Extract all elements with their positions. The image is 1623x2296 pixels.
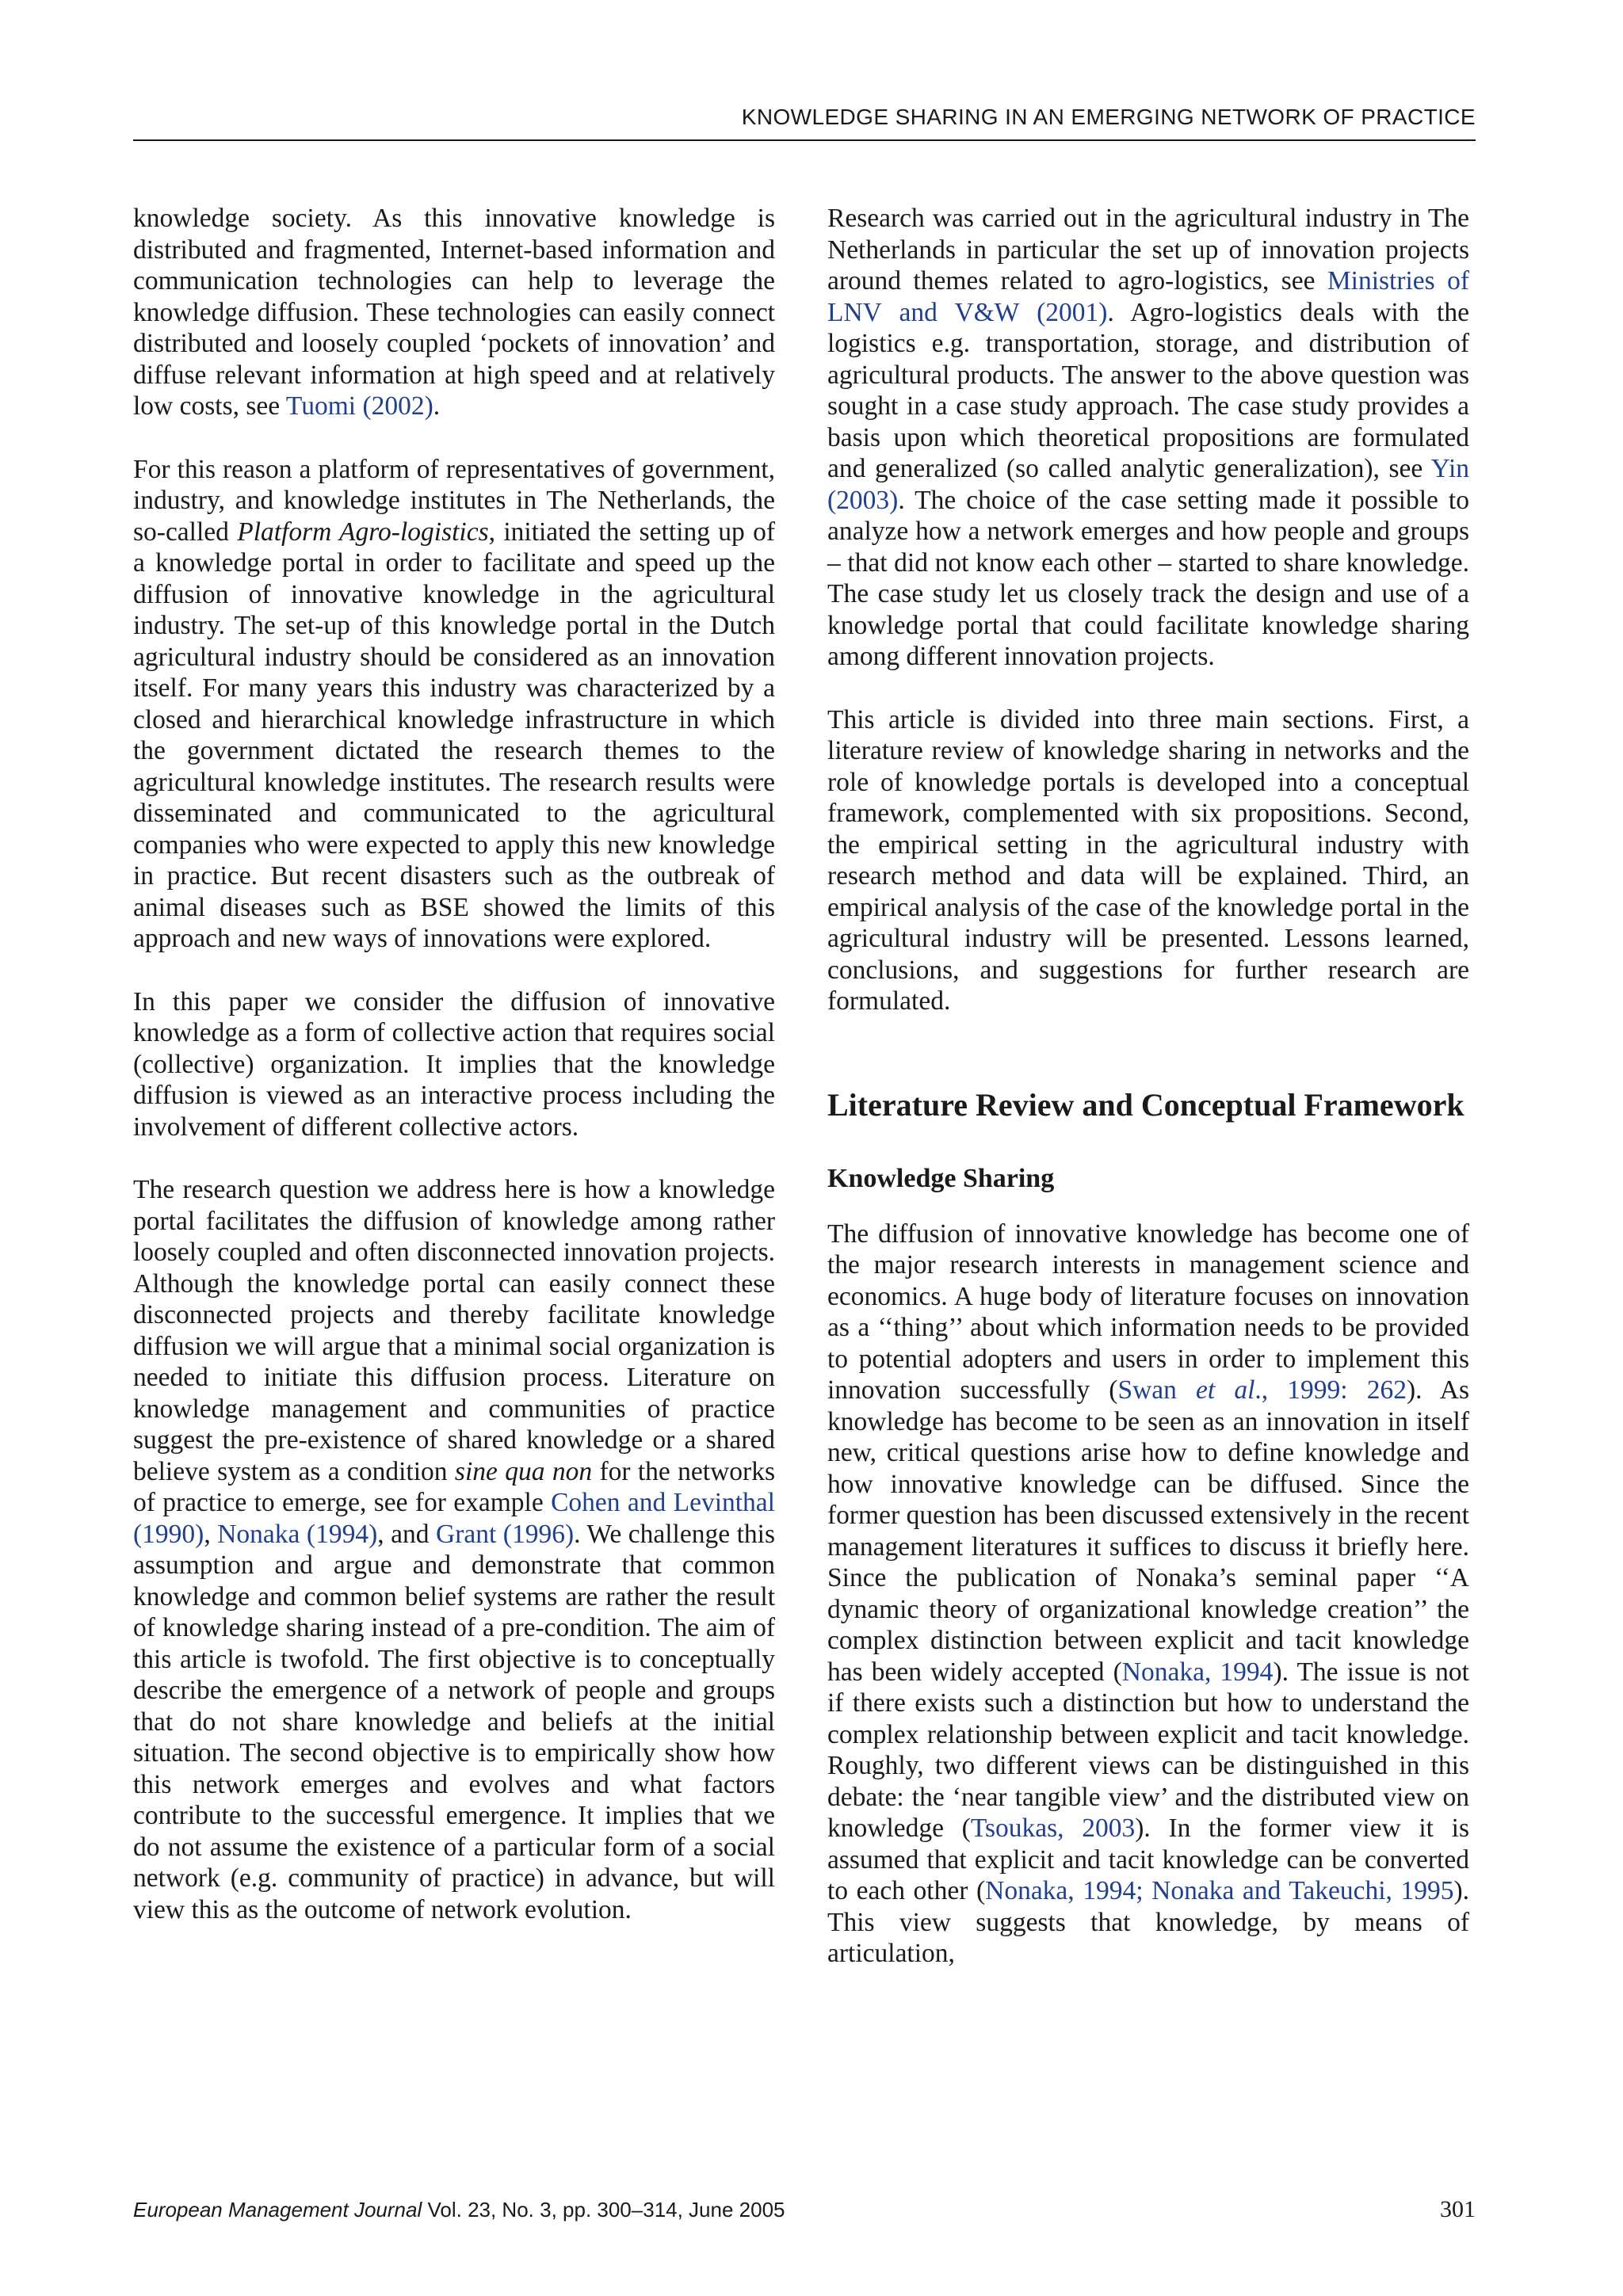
citation-emphasis: et al	[1196, 1375, 1255, 1405]
text: The research question we address here is how a knowledge portal facilitates the diffusion of knowledge among rather loosely coupled and often disconnected innovation projects. Although the knowledge portal can easily connect these disconnected projects and thereby facilitate knowledge diffusion we will argue that a minimal social organization is needed to initiate this diffusion process. Literature on knowledge management and communities of practice suggest the pre-existence of shared knowledge or a shared believe system as a condition	[133, 1175, 775, 1486]
text: ). In the former view it is assumed that explicit and tacit knowledge can be converted to each other (	[827, 1814, 1469, 1905]
journal-citation: Vol. 23, No. 3, pp. 300–314, June 2005	[422, 2198, 785, 2222]
citation-link[interactable]: Nonaka, 1994; Nonaka and Takeuchi, 1995	[985, 1876, 1454, 1905]
citation-link[interactable]: Tuomi (2002)	[285, 391, 433, 421]
text: knowledge society. As this innovative knowledge is distributed and fragmented, Internet-based information and communication technologies can help to leverage the knowledge diffusion. These technologies can easily connect distributed and loosely coupled ‘pockets of innovation’ and diffuse relevant information at high speed and at relatively low costs, see	[133, 204, 775, 421]
text: , initiated the setting up of a knowledge portal in order to facilitate and speed up the diffusion of innovative knowledge in the agricultural industry. The set-up of this knowledge portal in the Dutch agricultural industry should be considered as an innovation itself. For many years this industry was characterized by a closed and hierarchical knowledge infrastructure in which the government dictated the research themes to the agricultural knowledge institutes. The research results were disseminated and communicated to the agricultural companies who were expected to apply this new knowledge in practice. But recent disasters such as the outbreak of animal diseases such as BSE showed the limits of this approach and new ways of innovations were explored.	[133, 517, 775, 953]
running-head: KNOWLEDGE SHARING IN AN EMERGING NETWORK OF PRACTICE	[741, 105, 1476, 129]
citation-text: ., 1999: 262	[1254, 1375, 1407, 1405]
paragraph	[827, 704, 1469, 1017]
page-number: 301	[1440, 2196, 1476, 2222]
text: .	[433, 391, 441, 421]
header-rule	[133, 139, 1476, 141]
text: . The choice of the case setting made it possible to analyze how a network emerges and how people and groups – that did not know each other – started to share knowledge. The case study let us closely track the design and use of a knowledge portal that could facilitate knowledge sharing among different innovation projects.	[827, 485, 1469, 671]
paragraph	[827, 203, 1469, 673]
text: ). This view suggests that knowledge, by means of articulation,	[827, 1876, 1469, 1968]
emphasis: sine qua non	[454, 1456, 593, 1486]
text: The diffusion of innovative knowledge has become one of the major research interests in management science and economics. A huge body of literature focuses on innovation as a ‘‘thing’’ about which information needs to be provided to potential adopters and users in order to implement this innovation successfully (	[827, 1219, 1469, 1405]
text: In this paper we consider the diffusion of innovative knowledge as a form of collective action that requires social (collective) organization. It implies that the knowledge diffusion is viewed as an interactive process including the involvement of different collective actors.	[133, 986, 775, 1142]
text: ). As knowledge has become to be seen as an innovation in itself new, critical questions arise how to define knowledge and how innovative knowledge can be diffused. Since the former question has been discussed extensively in the recent management literatures it suffices to discuss it briefly here. Since the publication of Nonaka’s seminal paper ‘‘A dynamic theory of organizational knowledge creation’’ the complex distinction between explicit and tacit knowledge has been widely accepted (	[827, 1375, 1470, 1687]
journal-name: European Management Journal	[133, 2198, 422, 2222]
citation-link[interactable]: Yin (2003)	[827, 454, 1469, 515]
paragraph	[133, 1174, 775, 1925]
right-column	[827, 203, 1469, 1970]
left-column	[133, 203, 775, 1925]
page-footer	[133, 2198, 1476, 2222]
paragraph	[133, 986, 775, 1143]
paragraph	[827, 1219, 1469, 1970]
citation-link[interactable]: Ministries of LNV and V&W (2001)	[827, 266, 1469, 327]
citation-link[interactable]: Grant (1996)	[436, 1519, 575, 1549]
text: Research was carried out in the agricultural industry in The Netherlands in particular the set up of innovation projects around themes related to agro-logistics, see	[827, 204, 1469, 296]
citation-link[interactable]: Nonaka, 1994	[1121, 1657, 1274, 1687]
text: ). The issue is not if there exists such a distinction but how to understand the complex relationship between explicit and tacit knowledge. Roughly, two different views can be distinguished in this debate: the ‘near tangible view’ and the distributed view on knowledge (	[827, 1657, 1469, 1843]
citation-link[interactable]: Tsoukas, 2003	[970, 1814, 1136, 1843]
text: This article is divided into three main sections. First, a literature review of knowledge sharing in networks and the role of knowledge portals is developed into a conceptual framework, complemented with six propositions. Second, the empirical setting in the agricultural industry with research method and data will be explained. Third, an empirical analysis of the case of the knowledge portal in the agricultural industry will be presented. Lessons learned, conclusions, and suggestions for further research are formulated.	[827, 704, 1469, 1016]
citation-link[interactable]: Cohen and Levinthal (1990)	[133, 1488, 775, 1549]
text: For this reason a platform of representatives of government, industry, and knowledge institutes in The Netherlands, the so-called	[133, 454, 775, 547]
citation-text: Swan	[1117, 1375, 1197, 1405]
paragraph	[133, 203, 775, 422]
text: for the networks of practice to emerge, see for example	[133, 1456, 775, 1517]
text: , and	[377, 1519, 437, 1549]
emphasis: Platform Agro-logistics	[237, 517, 489, 547]
text: . Agro-logistics deals with the logistics e.g. transportation, storage, and distribution of agricultural products. The answer to the above question was sought in a case study approach. The case study provides a basis upon which theoretical propositions are formulated and generalized (so called analytic generalization), see	[827, 297, 1469, 483]
section-heading: Literature Review and Conceptual Framework	[827, 1086, 1465, 1123]
citation-link[interactable]: Nonaka (1994)	[217, 1519, 378, 1549]
subsection-heading: Knowledge Sharing	[827, 1163, 1055, 1193]
citation-link[interactable]	[1117, 1375, 1407, 1405]
text: ,	[204, 1519, 218, 1549]
text: . We challenge this assumption and argue and demonstrate that common knowledge and common belief systems are rather the result of knowledge sharing instead of a pre-condition. The aim of this article is twofold. The first objective is to conceptually describe the emergence of a network of people and groups that do not share knowledge and beliefs at the initial situation. The second objective is to empirically show how this network emerges and evolves and what factors contribute to the successful emergence. It implies that we do not assume the existence of a particular form of a social network (e.g. community of practice) in advance, but will view this as the outcome of network evolution.	[133, 1519, 775, 1924]
paragraph	[133, 454, 775, 955]
